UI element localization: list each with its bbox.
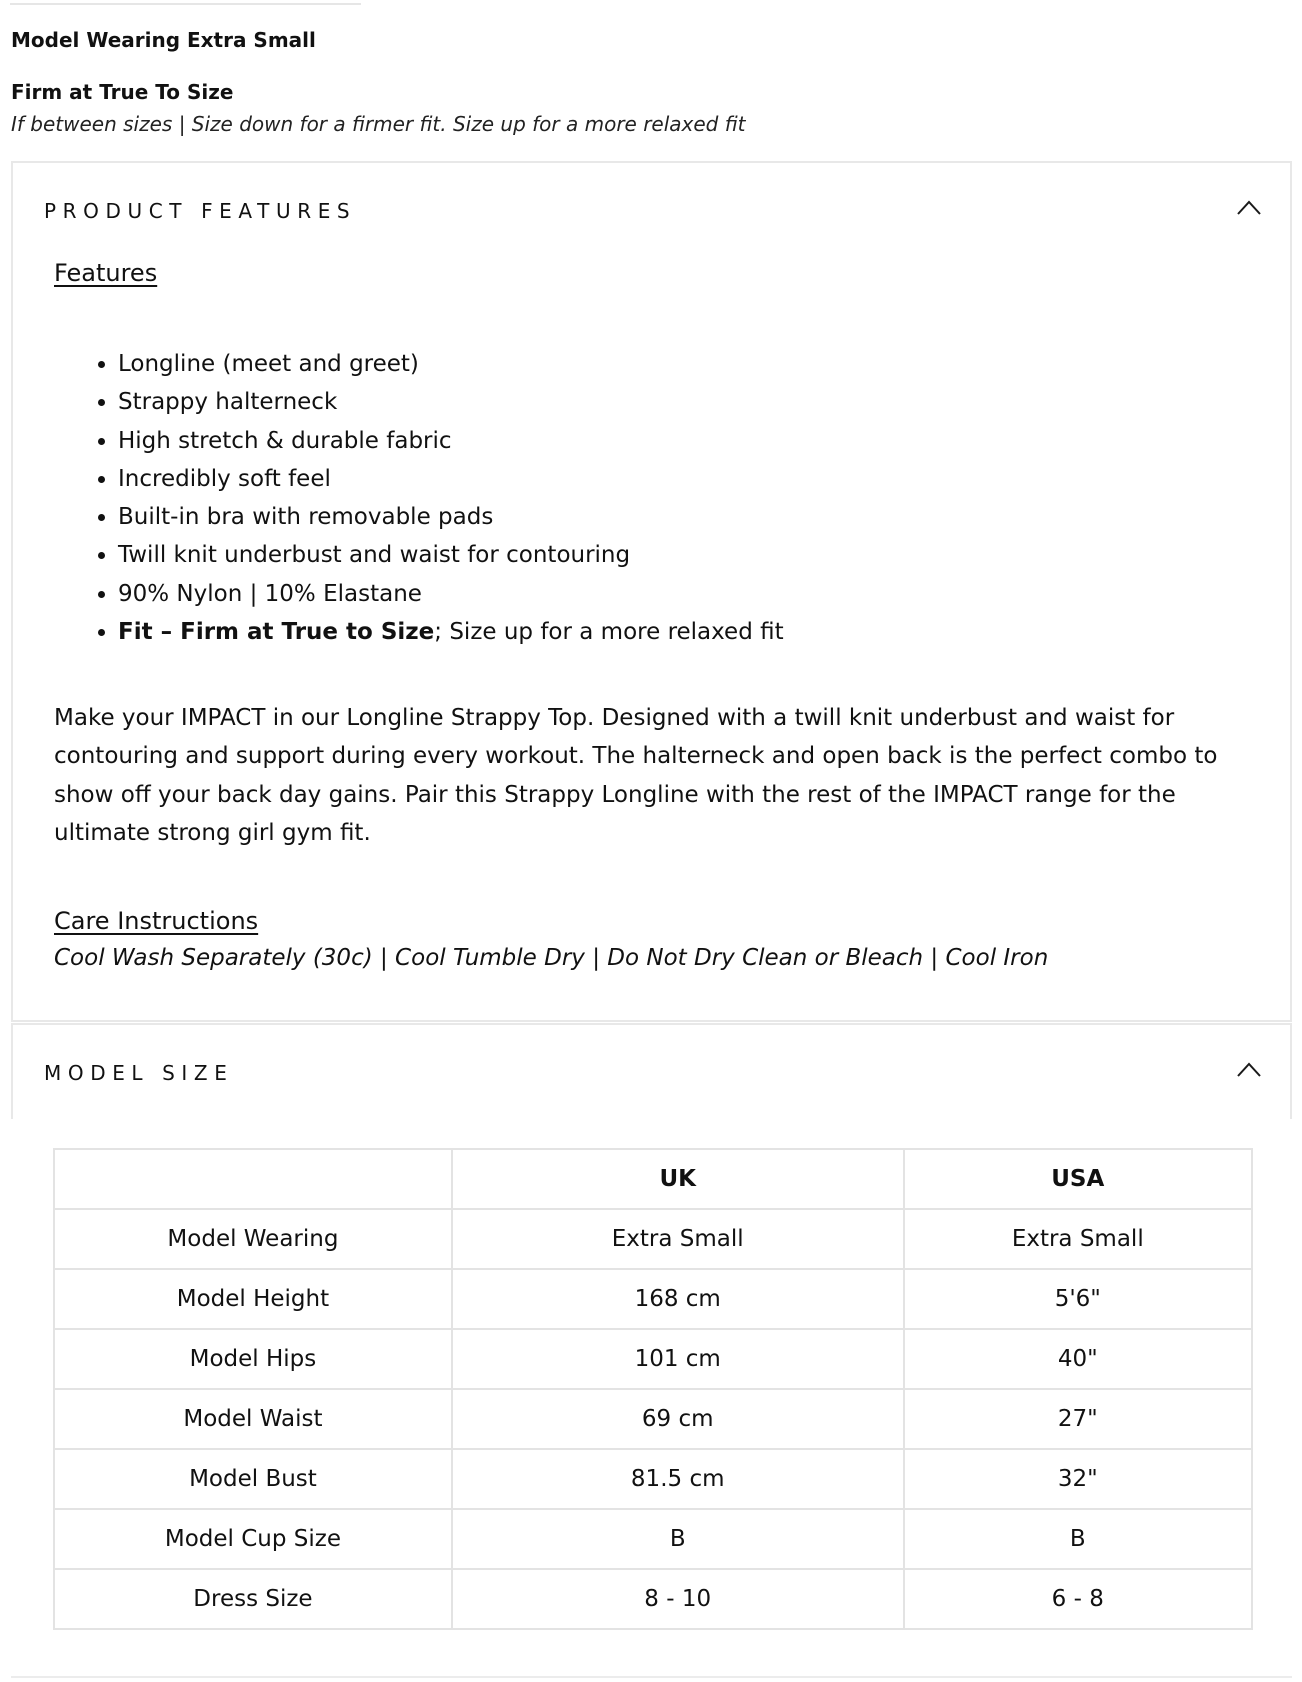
table-row bbox=[54, 1509, 1252, 1569]
model-size-header[interactable] bbox=[13, 1025, 1290, 1121]
table-cell-uk: 101 cm bbox=[452, 1329, 904, 1389]
table-cell-label: Dress Size bbox=[54, 1569, 452, 1629]
feature-item: • Built-in bra with removable pads bbox=[118, 498, 784, 536]
chevron-up-icon[interactable] bbox=[1234, 193, 1264, 223]
product-description: Make your IMPACT in our Longline Strappy Top. Designed with a twill knit underbust and waist for contouring and support during every workout. The halterneck and open back is the perfect combo to show off your back day gains. Pair this Strappy Longline with the rest of the IMPACT range for the ultimate strong girl gym fit. bbox=[54, 705, 1218, 846]
table-row bbox=[54, 1209, 1252, 1269]
table-cell-uk: B bbox=[452, 1509, 904, 1569]
product-features-title: PRODUCT FEATURES bbox=[44, 199, 357, 223]
table-header-row bbox=[54, 1149, 1252, 1209]
table-cell-usa: 6 - 8 bbox=[904, 1569, 1252, 1629]
chevron-up-icon[interactable] bbox=[1234, 1055, 1264, 1085]
table-cell-uk: 168 cm bbox=[452, 1269, 904, 1329]
fit-item-bold: Fit – Firm at True to Size bbox=[118, 619, 435, 646]
feature-item: • Strappy halterneck bbox=[118, 383, 784, 421]
table-cell-usa: Extra Small bbox=[904, 1209, 1252, 1269]
table-row bbox=[54, 1329, 1252, 1389]
model-size-accordion bbox=[11, 1023, 1292, 1119]
table-cell-label: Model Waist bbox=[54, 1389, 452, 1449]
feature-item: • Incredibly soft feel bbox=[118, 460, 784, 498]
table-cell-usa: 27" bbox=[904, 1389, 1252, 1449]
table-cell-label: Model Cup Size bbox=[54, 1509, 452, 1569]
table-cell-label: Model Bust bbox=[54, 1449, 452, 1509]
feature-item: • High stretch & durable fabric bbox=[118, 422, 784, 460]
model-size-table bbox=[53, 1148, 1253, 1630]
table-row bbox=[54, 1449, 1252, 1509]
table-cell-label: Model Height bbox=[54, 1269, 452, 1329]
fit-note: If between sizes | Size down for a firmer fit. Size up for a more relaxed fit bbox=[11, 112, 746, 136]
table-cell-uk: 69 cm bbox=[452, 1389, 904, 1449]
table-cell-uk: 81.5 cm bbox=[452, 1449, 904, 1509]
top-divider bbox=[10, 3, 361, 5]
feature-item: • 90% Nylon | 10% Elastane bbox=[118, 575, 784, 613]
table-row bbox=[54, 1269, 1252, 1329]
table-header-cell bbox=[54, 1149, 452, 1209]
feature-item: • Longline (meet and greet) bbox=[118, 345, 784, 383]
feature-item-fit bbox=[118, 613, 784, 651]
fit-item-rest: ; Size up for a more relaxed fit bbox=[434, 619, 784, 646]
feature-item: • Twill knit underbust and waist for contouring bbox=[118, 536, 784, 574]
model-wearing-summary: Model Wearing Extra Small bbox=[11, 28, 316, 52]
table-cell-label: Model Hips bbox=[54, 1329, 452, 1389]
care-instructions-heading: Care Instructions bbox=[54, 907, 259, 935]
table-cell-uk: 8 - 10 bbox=[452, 1569, 904, 1629]
table-cell-usa: B bbox=[904, 1509, 1252, 1569]
table-cell-usa: 5'6" bbox=[904, 1269, 1252, 1329]
table-cell-uk: Extra Small bbox=[452, 1209, 904, 1269]
product-features-header[interactable] bbox=[13, 163, 1290, 259]
table-cell-usa: 32" bbox=[904, 1449, 1252, 1509]
table-cell-label: Model Wearing bbox=[54, 1209, 452, 1269]
fit-title: Firm at True To Size bbox=[11, 80, 234, 104]
table-header-usa: USA bbox=[904, 1149, 1252, 1209]
model-size-title: MODEL SIZE bbox=[44, 1061, 234, 1085]
table-header-uk: UK bbox=[452, 1149, 904, 1209]
features-list bbox=[54, 345, 784, 651]
bottom-divider bbox=[11, 1676, 1292, 1678]
care-instructions-text: Cool Wash Separately (30c) | Cool Tumble Dry | Do Not Dry Clean or Bleach | Cool Iron bbox=[54, 945, 1049, 971]
product-features-accordion bbox=[11, 161, 1292, 1022]
table-row bbox=[54, 1569, 1252, 1629]
table-row bbox=[54, 1389, 1252, 1449]
table-cell-usa: 40" bbox=[904, 1329, 1252, 1389]
features-heading: Features bbox=[54, 259, 158, 287]
